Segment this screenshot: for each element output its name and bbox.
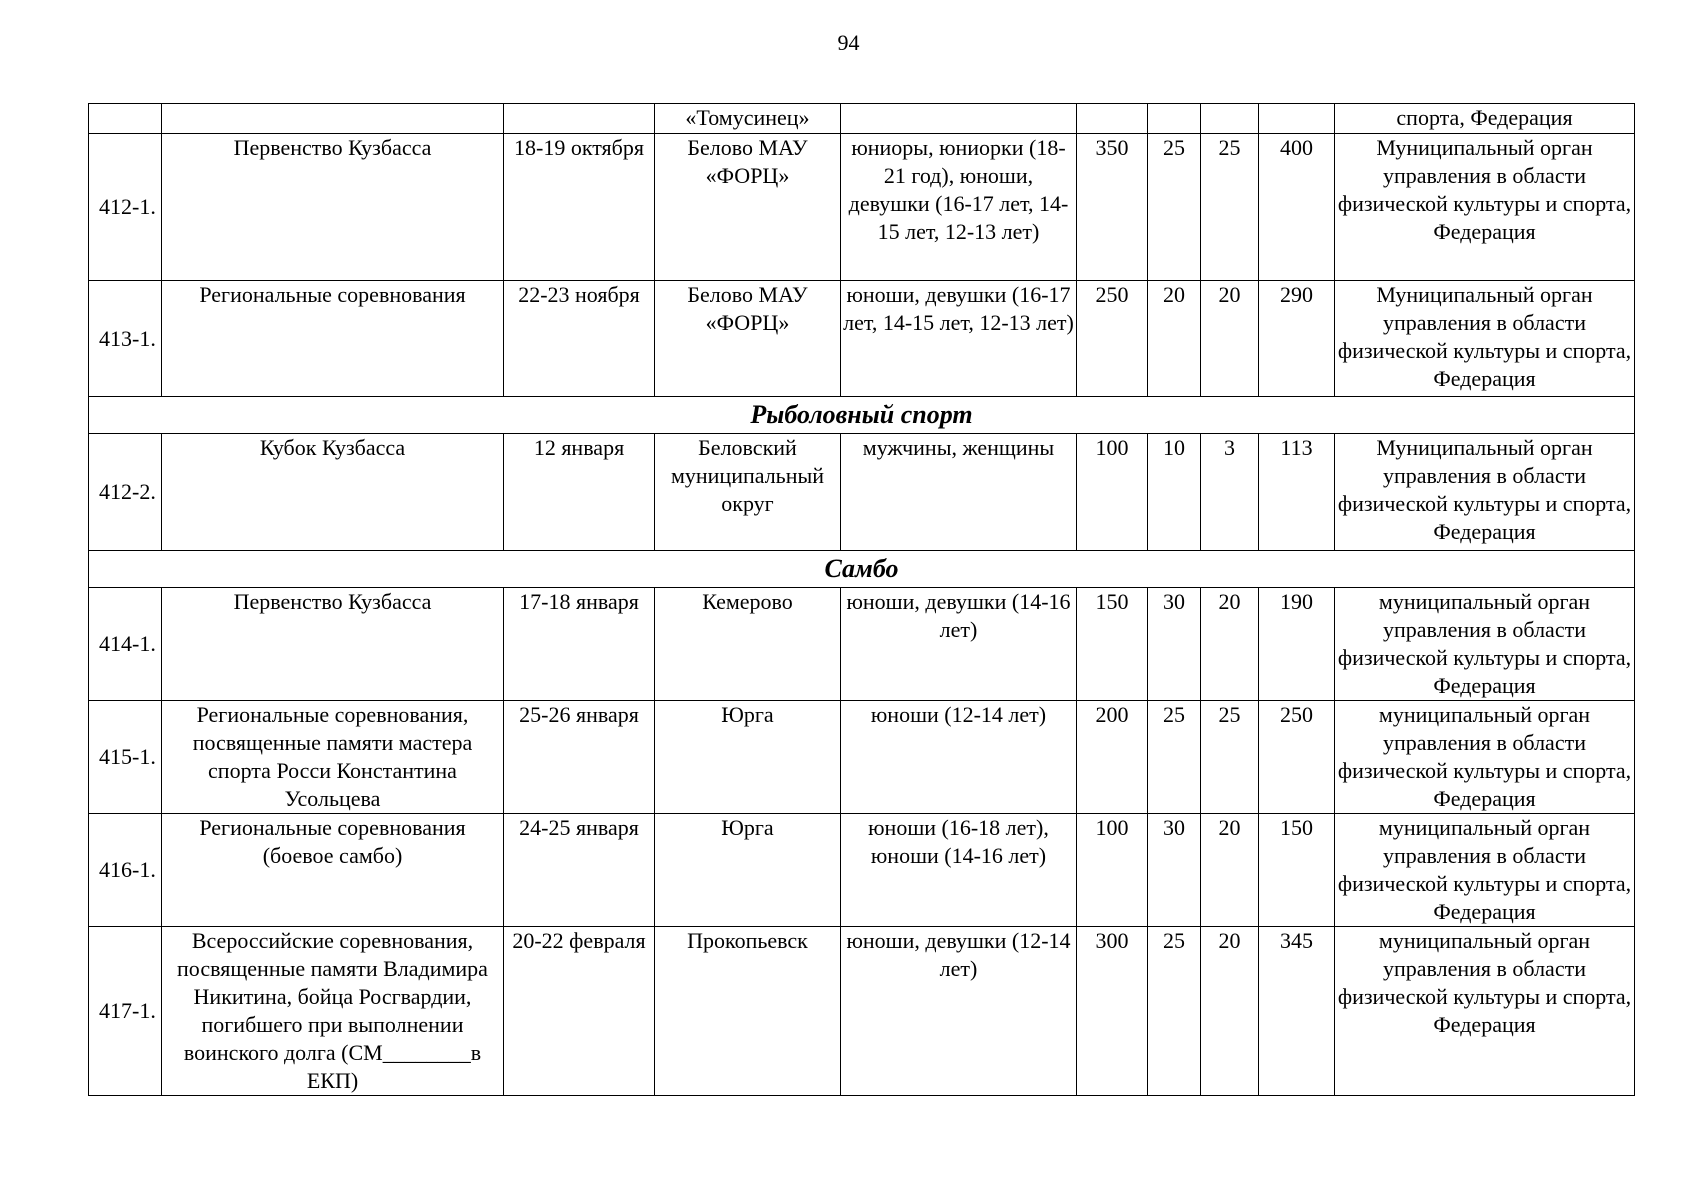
count-col1-cell: 100: [1077, 814, 1148, 927]
total-count-cell: 113: [1259, 434, 1335, 551]
table-row: [89, 701, 1635, 814]
event-venue-cell: Юрга: [655, 701, 841, 814]
count-col3-cell: 20: [1201, 588, 1259, 701]
section-header-row: [89, 397, 1635, 434]
count-col2-cell: 10: [1148, 434, 1201, 551]
total-count-cell: 400: [1259, 134, 1335, 281]
count-col1-cell: 150: [1077, 588, 1148, 701]
event-name-cell: Региональные соревнования, посвященные памяти мастера спорта Росси Константина Усольцева: [162, 701, 504, 814]
event-dates-cell: 22-23 ноября: [504, 281, 655, 397]
event-venue-cell: Кемерово: [655, 588, 841, 701]
total-count-cell: 345: [1259, 927, 1335, 1096]
participants-cell: юноши (12-14 лет): [841, 701, 1077, 814]
count-col2-cell: 20: [1148, 281, 1201, 397]
row-number-cell: 412-2.: [89, 434, 162, 551]
total-count-cell: [1259, 104, 1335, 134]
page-number: 94: [837, 30, 860, 55]
organizer-cell: муниципальный орган управления в области физической культуры и спорта, Федерация: [1335, 927, 1635, 1096]
organizer-cell: муниципальный орган управления в области физической культуры и спорта, Федерация: [1335, 701, 1635, 814]
count-col2-cell: 25: [1148, 701, 1201, 814]
count-col1-cell: 250: [1077, 281, 1148, 397]
row-number-cell: 417-1.: [89, 927, 162, 1096]
section-header-row: [89, 551, 1635, 588]
event-venue-cell: Беловский муниципальный округ: [655, 434, 841, 551]
organizer-cell: Муниципальный орган управления в области физической культуры и спорта, Федерация: [1335, 281, 1635, 397]
participants-cell: юниоры, юниорки (18-21 год), юноши, девушки (16-17 лет, 14-15 лет, 12-13 лет): [841, 134, 1077, 281]
event-dates-cell: [504, 104, 655, 134]
organizer-cell: спорта, Федерация: [1335, 104, 1635, 134]
participants-cell: [841, 104, 1077, 134]
table-row: [89, 927, 1635, 1096]
row-number-cell: 416-1.: [89, 814, 162, 927]
count-col3-cell: 20: [1201, 281, 1259, 397]
participants-cell: юноши (16-18 лет), юноши (14-16 лет): [841, 814, 1077, 927]
count-col2-cell: 30: [1148, 814, 1201, 927]
section-title: Самбо: [89, 551, 1635, 588]
count-col3-cell: [1201, 104, 1259, 134]
event-venue-cell: Белово МАУ «ФОРЦ»: [655, 134, 841, 281]
event-name-cell: Региональные соревнования (боевое самбо): [162, 814, 504, 927]
participants-cell: юноши, девушки (12-14 лет): [841, 927, 1077, 1096]
row-number-cell: 413-1.: [89, 281, 162, 397]
row-number-cell: [89, 104, 162, 134]
participants-cell: юноши, девушки (14-16 лет): [841, 588, 1077, 701]
event-dates-cell: 24-25 января: [504, 814, 655, 927]
event-dates-cell: 17-18 января: [504, 588, 655, 701]
count-col2-cell: 25: [1148, 134, 1201, 281]
table-row: [89, 814, 1635, 927]
count-col3-cell: 20: [1201, 927, 1259, 1096]
count-col2-cell: 30: [1148, 588, 1201, 701]
count-col1-cell: 100: [1077, 434, 1148, 551]
organizer-cell: Муниципальный орган управления в области физической культуры и спорта, Федерация: [1335, 134, 1635, 281]
count-col1-cell: 200: [1077, 701, 1148, 814]
events-table: [88, 103, 1635, 1096]
table-row: [89, 134, 1635, 281]
event-dates-cell: 12 января: [504, 434, 655, 551]
event-name-cell: Региональные соревнования: [162, 281, 504, 397]
event-venue-cell: Белово МАУ «ФОРЦ»: [655, 281, 841, 397]
table-body: [89, 104, 1635, 1096]
count-col1-cell: [1077, 104, 1148, 134]
total-count-cell: 250: [1259, 701, 1335, 814]
count-col1-cell: 300: [1077, 927, 1148, 1096]
count-col3-cell: 25: [1201, 701, 1259, 814]
organizer-cell: Муниципальный орган управления в области физической культуры и спорта, Федерация: [1335, 434, 1635, 551]
event-name-cell: Всероссийские соревнования, посвященные памяти Владимира Никитина, бойца Росгвардии, погибшего при выполнении воинского долга (СМ________в ЕКП): [162, 927, 504, 1096]
section-title: Рыболовный спорт: [89, 397, 1635, 434]
total-count-cell: 190: [1259, 588, 1335, 701]
participants-cell: мужчины, женщины: [841, 434, 1077, 551]
total-count-cell: 290: [1259, 281, 1335, 397]
event-venue-cell: Прокопьевск: [655, 927, 841, 1096]
event-venue-cell: «Томусинец»: [655, 104, 841, 134]
count-col3-cell: 20: [1201, 814, 1259, 927]
event-dates-cell: 25-26 января: [504, 701, 655, 814]
table-row: [89, 434, 1635, 551]
table-row: [89, 104, 1635, 134]
event-name-cell: Первенство Кузбасса: [162, 134, 504, 281]
table-row: [89, 281, 1635, 397]
event-name-cell: [162, 104, 504, 134]
participants-cell: юноши, девушки (16-17 лет, 14-15 лет, 12-13 лет): [841, 281, 1077, 397]
organizer-cell: муниципальный орган управления в области физической культуры и спорта, Федерация: [1335, 588, 1635, 701]
organizer-cell: муниципальный орган управления в области физической культуры и спорта, Федерация: [1335, 814, 1635, 927]
total-count-cell: 150: [1259, 814, 1335, 927]
event-dates-cell: 18-19 октября: [504, 134, 655, 281]
row-number-cell: 415-1.: [89, 701, 162, 814]
count-col3-cell: 25: [1201, 134, 1259, 281]
table-row: [89, 588, 1635, 701]
event-dates-cell: 20-22 февраля: [504, 927, 655, 1096]
event-venue-cell: Юрга: [655, 814, 841, 927]
count-col2-cell: [1148, 104, 1201, 134]
event-name-cell: Первенство Кузбасса: [162, 588, 504, 701]
row-number-cell: 414-1.: [89, 588, 162, 701]
row-number-cell: 412-1.: [89, 134, 162, 281]
event-name-cell: Кубок Кузбасса: [162, 434, 504, 551]
count-col2-cell: 25: [1148, 927, 1201, 1096]
count-col1-cell: 350: [1077, 134, 1148, 281]
count-col3-cell: 3: [1201, 434, 1259, 551]
